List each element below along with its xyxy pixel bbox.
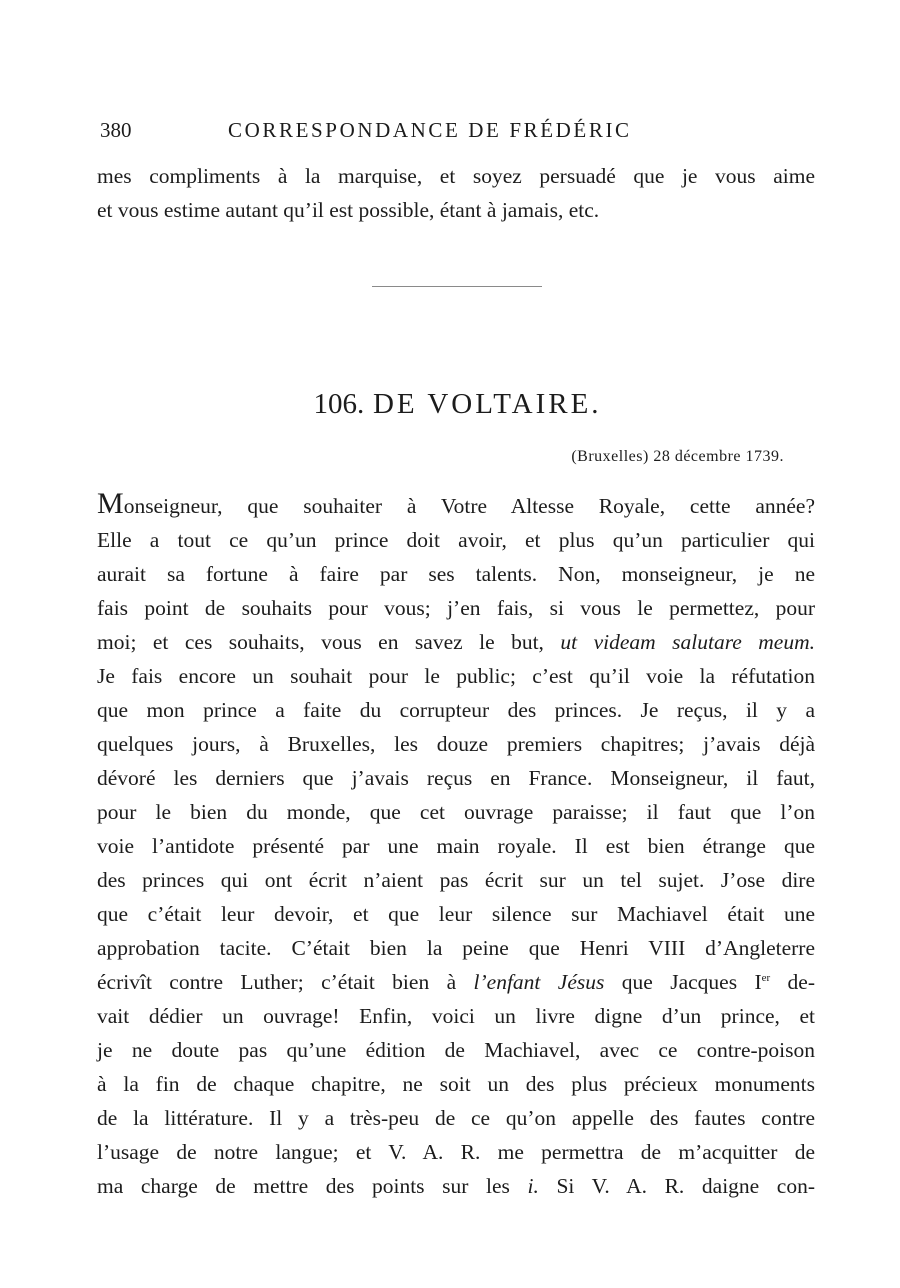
body-line-5-text: moi; et ces souhaits, vous en savez le but, [97, 630, 544, 654]
previous-letter-line-1: mes compliments à la marquise, et soyez persuadé que je vous aime [97, 164, 815, 188]
body-line-21 [97, 1170, 815, 1203]
body-line-21-text: ma charge de mettre des points sur les [97, 1174, 510, 1198]
body-line-7: que mon prince a faite du corrupteur des princes. Je reçus, il y a [97, 698, 815, 722]
running-head [100, 118, 810, 146]
running-title: CORRESPONDANCE DE FRÉDÉRIC [228, 118, 632, 142]
drop-cap: M [97, 487, 124, 520]
body-line-11: voie l’antidote présenté par une main royale. Il est bien étrange que [97, 834, 815, 858]
body-line-17: je ne doute pas qu’une édition de Machiavel, avec ce contre-poison [97, 1038, 815, 1062]
body-line-1-text: onseigneur, que souhaiter à Votre Altesse Royale, cette année? [123, 494, 815, 518]
body-line-16: vait dédier un ouvrage! Enfin, voici un livre digne d’un prince, et [97, 1004, 815, 1028]
body-line-10: pour le bien du monde, que cet ouvrage paraisse; il faut que l’on [97, 800, 815, 824]
body-line-15-text: écrivît contre Luther; c’était bien à [97, 970, 457, 994]
body-line-5 [97, 626, 815, 659]
body-line-1 [97, 487, 815, 523]
body-line-8: quelques jours, à Bruxelles, les douze premiers chapitres; j’avais déjà [97, 732, 815, 756]
body-line-9: dévoré les derniers que j’avais reçus en France. Monseigneur, il faut, [97, 766, 815, 790]
body-line-15 [97, 966, 815, 999]
previous-letter-line-2: et vous estime autant qu’il est possible, étant à jamais, etc. [97, 198, 600, 222]
body-line-19: de la littérature. Il y a très-peu de ce qu’on appelle des fautes contre [97, 1106, 815, 1130]
italic-letter: i. [527, 1174, 539, 1198]
body-line-14: approbation tacite. C’était bien la peine que Henri VIII d’Angleterre [97, 936, 815, 960]
section-divider [372, 286, 542, 287]
body-line-2: Elle a tout ce qu’un prince doit avoir, et plus qu’un particulier qui [97, 528, 815, 552]
letter-number: 106. [313, 388, 365, 420]
letter-heading [0, 388, 900, 421]
body-line-12: des princes qui ont écrit n’aient pas écrit sur un tel sujet. J’ose dire [97, 868, 815, 892]
letter-author: DE VOLTAIRE. [372, 388, 602, 420]
body-line-13: que c’était leur devoir, et que leur silence sur Machiavel était une [97, 902, 815, 926]
body-line-20: l’usage de notre langue; et V. A. R. me permettra de m’acquitter de [97, 1140, 815, 1164]
italic-phrase: l’enfant Jésus [473, 970, 605, 994]
letter-dateline: (Bruxelles) 28 décembre 1739. [571, 448, 784, 465]
body-line-15-end: de- [787, 970, 815, 994]
body-line-15-king: que Jacques I [621, 970, 762, 994]
latin-quote: ut videam salutare meum. [560, 630, 815, 654]
body-line-6: Je fais encore un souhait pour le public; c’est qu’il voie la réfutation [97, 664, 815, 688]
ordinal-superscript: er [761, 972, 771, 984]
body-line-18: à la fin de chaque chapitre, ne soit un des plus précieux monuments [97, 1072, 815, 1096]
body-line-21-end: Si V. A. R. daigne con- [556, 1174, 815, 1198]
body-line-4: fais point de souhaits pour vous; j’en fais, si vous le permettez, pour [97, 596, 815, 620]
page-number: 380 [100, 118, 132, 142]
body-line-3: aurait sa fortune à faire par ses talents. Non, monseigneur, je ne [97, 562, 815, 586]
